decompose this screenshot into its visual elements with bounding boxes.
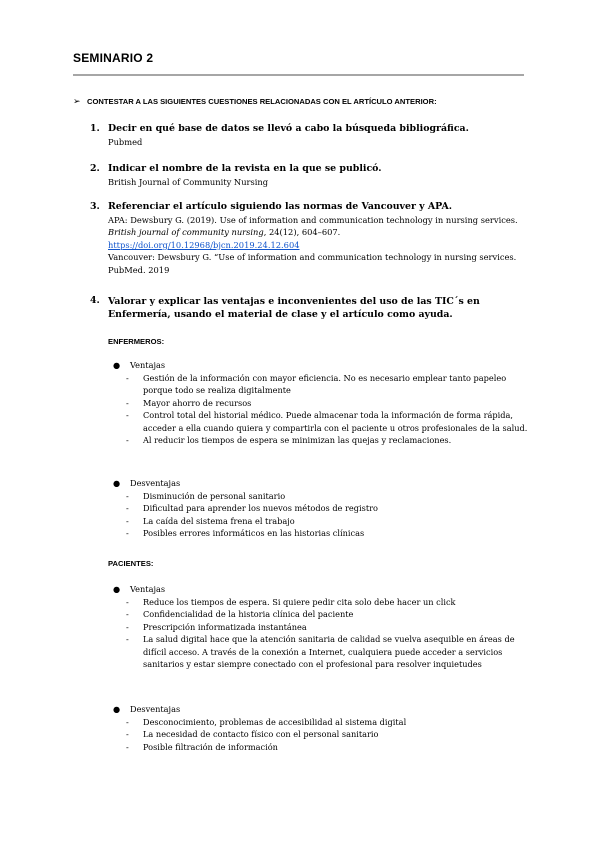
list-item: - Reduce los tiempos de espera. Si quiere pedir cita solo debe hacer un click <box>126 596 456 607</box>
doi-link[interactable]: https://doi.org/10.12968/bjcn.2019.24.12.604 <box>108 239 300 250</box>
apa-reference <box>108 214 518 239</box>
group-title: Desventajas <box>130 478 181 488</box>
question-number: 1. <box>90 123 100 134</box>
dash-icon: - <box>126 621 129 632</box>
list-item: - Posible filtración de información <box>126 741 278 752</box>
question-number: 3. <box>90 201 100 212</box>
enfermeros-ventajas <box>113 359 528 447</box>
dash-icon: - <box>126 410 129 420</box>
pacientes-ventajas <box>113 583 528 671</box>
apa-reference-details: , 24(12), 604–607. <box>263 227 341 237</box>
group-title: Desventajas <box>130 704 181 714</box>
dash-icon: - <box>126 490 129 501</box>
section-label-enfermeros: ENFERMEROS: <box>108 337 165 346</box>
pacientes-desventajas <box>113 703 528 753</box>
list-item: - Dificultad para aprender los nuevos métodos de registro <box>126 503 378 513</box>
section-label-pacientes: PACIENTES: <box>108 559 154 568</box>
list-item: - Posibles errores informáticos en las historias clínicas <box>126 528 365 538</box>
bullet-icon: ● <box>113 704 121 714</box>
page-title: SEMINARIO 2 <box>73 51 154 65</box>
dash-icon: - <box>126 503 129 513</box>
dash-icon: - <box>126 634 129 644</box>
enfermeros-desventajas <box>113 477 528 540</box>
dash-icon: - <box>126 372 129 383</box>
list-item: - La caída del sistema frena el trabajo <box>126 515 295 526</box>
header-divider <box>73 74 524 76</box>
question-text: Referenciar el artículo siguiendo las normas de Vancouver y APA. <box>108 201 453 212</box>
dash-icon: - <box>126 435 129 445</box>
bullet-icon: ● <box>113 360 121 370</box>
bullet-icon: ● <box>113 584 121 594</box>
instructions-text: CONTESTAR A LAS SIGUIENTES CUESTIONES RELACIONADAS CON EL ARTÍCULO ANTERIOR: <box>87 97 437 106</box>
list-item: - Desconocimiento, problemas de accesibilidad al sistema digital <box>126 716 407 727</box>
list-item: - Al reducir los tiempos de espera se minimizan las quejas y reclamaciones. <box>126 435 452 445</box>
list-item: - Gestión de la información con mayor eficiencia. No es necesario emplear tanto papeleo porque todo se realiza digitalmente <box>126 372 507 395</box>
bullet-icon: ● <box>113 478 121 488</box>
dash-icon: - <box>126 741 129 752</box>
arrow-bullet-icon: ➢ <box>73 96 81 106</box>
instructions-line <box>73 96 437 107</box>
dash-icon: - <box>126 596 129 607</box>
list-item: - Disminución de personal sanitario <box>126 490 286 501</box>
dash-icon: - <box>126 397 129 408</box>
list-item: - La salud digital hace que la atención sanitaria de calidad se vuelva asequible en áreas de difícil acceso. A través de la conexión a Internet, cualquiera puede acceder a servicios sanitarios y estar siempre conectado con el profesional para resolver inquietudes <box>126 634 515 669</box>
list-item: - Mayor ahorro de recursos <box>126 397 252 408</box>
dash-icon: - <box>126 716 129 727</box>
dash-icon: - <box>126 609 129 619</box>
apa-reference-text: APA: Dewsbury G. (2019). Use of information and communication technology in nursing services. <box>108 214 518 225</box>
list-item: - La necesidad de contacto físico con el personal sanitario <box>126 729 379 739</box>
question-text: Valorar y explicar las ventajas e inconvenientes del uso de las TIC´s en Enfermería, usando el material de clase y el artículo como ayuda. <box>108 296 480 320</box>
question-text: Indicar el nombre de la revista en la que se publicó. <box>108 163 382 174</box>
question-text: Decir en qué base de datos se llevó a cabo la búsqueda bibliográfica. <box>108 123 469 134</box>
dash-icon: - <box>126 528 129 538</box>
group-title: Ventajas <box>130 360 166 370</box>
list-item: - Prescripción informatizada instantánea <box>126 621 307 632</box>
dash-icon: - <box>126 515 129 526</box>
question-number: 4. <box>90 295 100 306</box>
list-item: - Control total del historial médico. Puede almacenar toda la información de forma rápida, acceder a ella cuando quiera y compartirla con el paciente u otros profesionales de la salud. <box>126 410 528 433</box>
question-number: 2. <box>90 163 100 174</box>
group-title: Ventajas <box>130 584 166 594</box>
vancouver-reference: Vancouver: Dewsbury G. “Use of information and communication technology in nursing services. PubMed. 2019 <box>108 252 517 275</box>
apa-journal-title: British journal of community nursing <box>108 227 264 237</box>
list-item: - Confidencialidad de la historia clínica del paciente <box>126 609 354 619</box>
dash-icon: - <box>126 729 129 739</box>
answer-text: Pubmed <box>108 136 143 147</box>
answer-text: British Journal of Community Nursing <box>108 176 269 187</box>
